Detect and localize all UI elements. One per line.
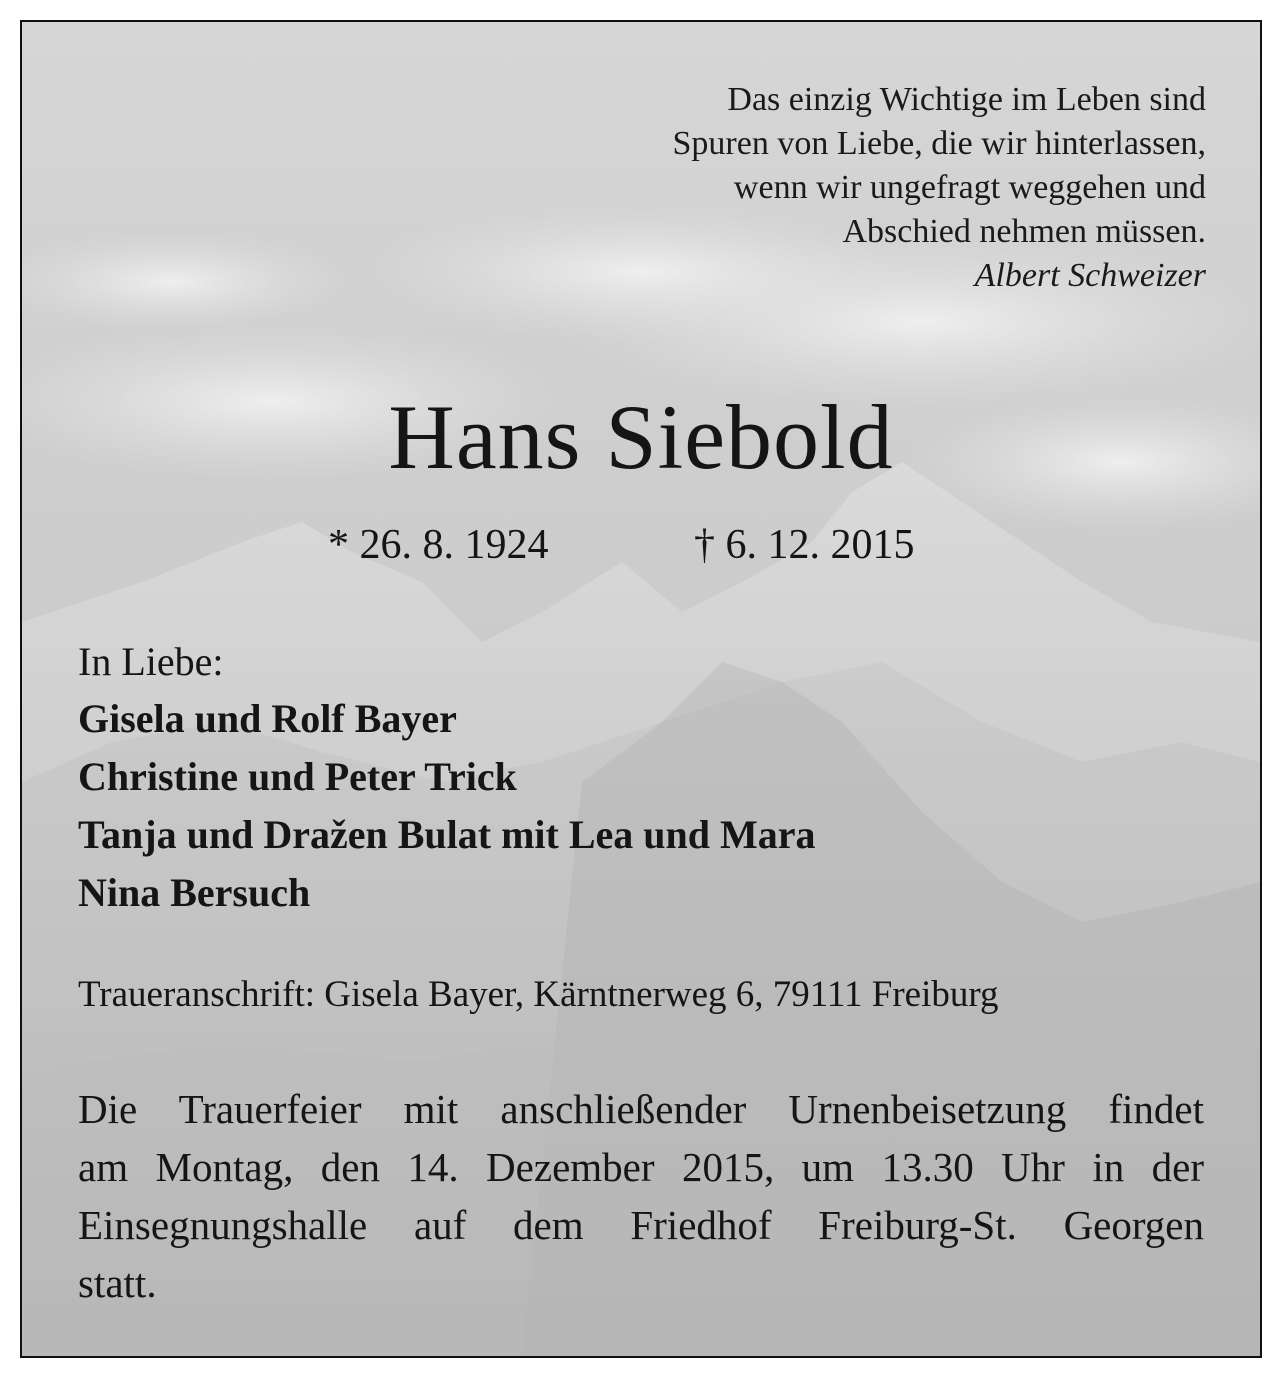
quote-line: Abschied nehmen müssen. [842, 213, 1206, 250]
mourner-family: Nina Bersuch [78, 870, 311, 915]
mourners-intro: In Liebe: [78, 639, 224, 684]
mourner-family: Tanja und Dražen Bulat mit Lea und Mara [78, 812, 816, 857]
mourner-family: Gisela und Rolf Bayer [78, 696, 457, 741]
quote-line: Das einzig Wichtige im Leben sind [727, 81, 1206, 118]
death-date: † 6. 12. 2015 [694, 522, 915, 568]
mourner-family: Christine und Peter Trick [78, 754, 517, 799]
ceremony-line: Einsegnungshalle auf dem Friedhof Freiburg-St. Georgen [78, 1202, 1204, 1248]
birth-date: * 26. 8. 1924 [328, 522, 549, 568]
quote-author: Albert Schweizer [974, 257, 1206, 294]
mourning-address: Traueranschrift: Gisela Bayer, Kärntnerweg 6, 79111 Freiburg [78, 974, 999, 1015]
quote-line: wenn wir ungefragt weggehen und [733, 169, 1206, 206]
ceremony-info [78, 1080, 1204, 1312]
obituary-notice [20, 20, 1262, 1358]
ceremony-line: statt. [78, 1260, 157, 1306]
quote-line: Spuren von Liebe, die wir hinterlassen, [672, 125, 1206, 162]
ceremony-line: Die Trauerfeier mit anschließender Urnenbeisetzung findet [78, 1086, 1204, 1132]
quote-block [506, 78, 1206, 298]
mourners-block [78, 634, 1198, 922]
ceremony-line: am Montag, den 14. Dezember 2015, um 13.30 Uhr in der [78, 1144, 1204, 1190]
deceased-name: Hans Siebold [388, 386, 894, 488]
